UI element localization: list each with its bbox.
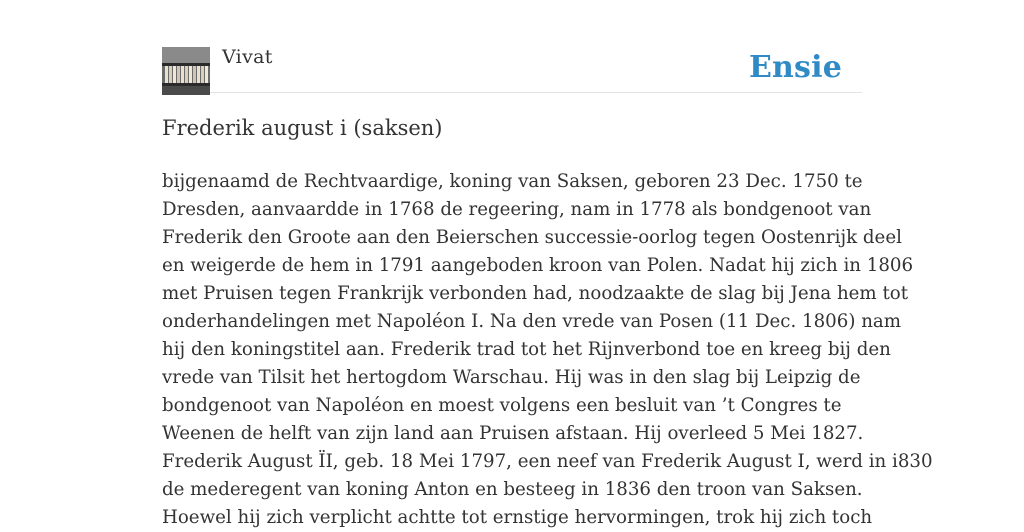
source-avatar[interactable] [162, 47, 210, 95]
body-line: vrede van Tilsit het hertogdom Warschau. Hij was in den slag bij Leipzig de [162, 367, 861, 388]
body-line: Frederik den Groote aan den Beierschen successie-oorlog tegen Oostenrijk deel [162, 227, 902, 248]
source-name[interactable]: Vivat [222, 46, 273, 68]
bookshelf-avatar-icon [162, 47, 210, 95]
header [162, 46, 862, 93]
body-line: Hoewel hij zich verplicht achtte tot ernstige hervormingen, trok hij zich toch [162, 507, 873, 528]
body-line: onderhandelingen met Napoléon I. Na den vrede van Posen (11 Dec. 1806) nam [162, 311, 901, 332]
article-body [162, 168, 933, 532]
body-line: en weigerde de hem in 1791 aangeboden kroon van Polen. Nadat hij zich in 1806 [162, 255, 914, 276]
brand-logo[interactable]: Ensie [748, 50, 842, 85]
body-line: Weenen de helft van zijn land aan Pruisen afstaan. Hij overleed 5 Mei 1827. [162, 423, 864, 444]
article-title: Frederik august i (saksen) [162, 116, 443, 140]
body-line: de mederegent van koning Anton en besteeg in 1836 den troon van Saksen. [162, 479, 863, 500]
body-line: bijgenaamd de Rechtvaardige, koning van Saksen, geboren 23 Dec. 1750 te [162, 171, 863, 192]
body-line: met Pruisen tegen Frankrijk verbonden had, noodzaakte de slag bij Jena hem tot [162, 283, 909, 304]
body-line: bondgenoot van Napoléon en moest volgens een besluit van ’t Congres te [162, 395, 842, 416]
body-line: hij den koningstitel aan. Frederik trad tot het Rijnverbond toe en kreeg bij den [162, 339, 891, 360]
body-line: Dresden, aanvaardde in 1768 de regeering, nam in 1778 als bondgenoot van [162, 199, 872, 220]
body-line: Frederik August ÏI, geb. 18 Mei 1797, een neef van Frederik August I, werd in i830 [162, 451, 933, 472]
